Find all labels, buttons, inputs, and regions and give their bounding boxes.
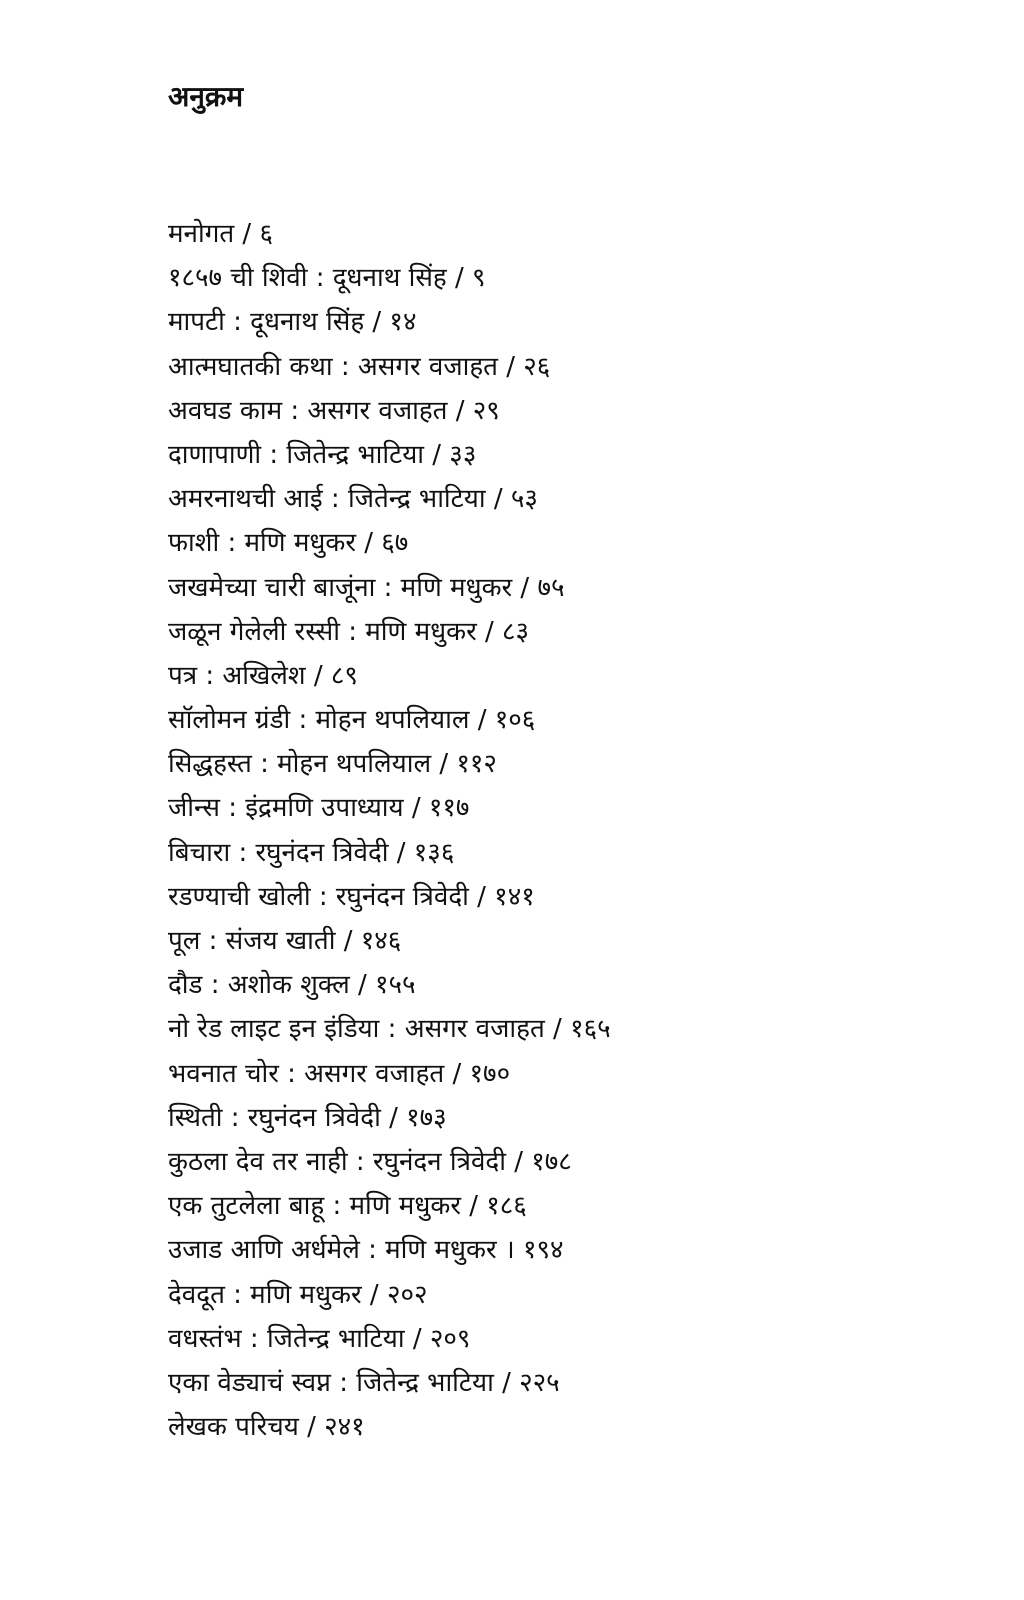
- toc-entry: सिद्धहस्त : मोहन थपलियाल / ११२: [168, 749, 497, 780]
- table-of-contents: [168, 212, 611, 1449]
- toc-entry: पत्र : अखिलेश / ८९: [168, 660, 358, 691]
- toc-entry: अवघड काम : असगर वजाहत / २९: [168, 395, 500, 426]
- toc-entry: लेखक परिचय / २४१: [168, 1412, 365, 1443]
- toc-entry: बिचारा : रघुनंदन त्रिवेदी / १३६: [168, 837, 455, 868]
- toc-entry: स्थिती : रघुनंदन त्रिवेदी / १७३: [168, 1102, 447, 1133]
- toc-entry: सॉलोमन ग्रंडी : मोहन थपलियाल / १०६: [168, 705, 536, 736]
- toc-entry: कुठला देव तर नाही : रघुनंदन त्रिवेदी / १७८: [168, 1146, 572, 1177]
- toc-entry: दौड : अशोक शुक्ल / १५५: [168, 970, 416, 1001]
- toc-entry: पूल : संजय खाती / १४६: [168, 926, 402, 956]
- toc-entry: जळून गेलेली रस्सी : मणि मधुकर / ८३: [168, 616, 530, 647]
- page-title: अनुक्रम: [168, 80, 244, 113]
- toc-entry: मापटी : दूधनाथ सिंह / १४: [168, 307, 417, 338]
- toc-entry: १८५७ ची शिवी : दूधनाथ सिंह / ९: [168, 263, 486, 294]
- toc-entry: अमरनाथची आई : जितेन्द्र भाटिया / ५३: [168, 484, 538, 515]
- toc-entry: आत्मघातकी कथा : असगर वजाहत / २६: [168, 351, 551, 382]
- toc-entry: एका वेड्याचं स्वप्न : जितेन्द्र भाटिया / २२५: [168, 1367, 560, 1398]
- toc-entry: नो रेड लाइट इन इंडिया : असगर वजाहत / १६५: [168, 1014, 611, 1045]
- toc-entry: दाणापाणी : जितेन्द्र भाटिया / ३३: [168, 439, 477, 470]
- toc-entry: फाशी : मणि मधुकर / ६७: [168, 528, 409, 559]
- toc-entry: मनोगत / ६: [168, 219, 273, 249]
- toc-entry: जखमेच्या चारी बाजूंना : मणि मधुकर / ७५: [168, 572, 565, 603]
- toc-entry: जीन्स : इंद्रमणि उपाध्याय / ११७: [168, 793, 470, 824]
- toc-entry: देवदूत : मणि मधुकर / २०२: [168, 1279, 428, 1310]
- toc-entry: भवनात चोर : असगर वजाहत / १७०: [168, 1058, 511, 1089]
- toc-entry: रडण्याची खोली : रघुनंदन त्रिवेदी / १४१: [168, 881, 535, 912]
- toc-entry: एक तुटलेला बाहू : मणि मधुकर / १८६: [168, 1191, 527, 1222]
- toc-entry: वधस्तंभ : जितेन्द्र भाटिया / २०९: [168, 1323, 471, 1354]
- toc-entry: उजाड आणि अर्धमेले : मणि मधुकर । १९४: [168, 1235, 564, 1266]
